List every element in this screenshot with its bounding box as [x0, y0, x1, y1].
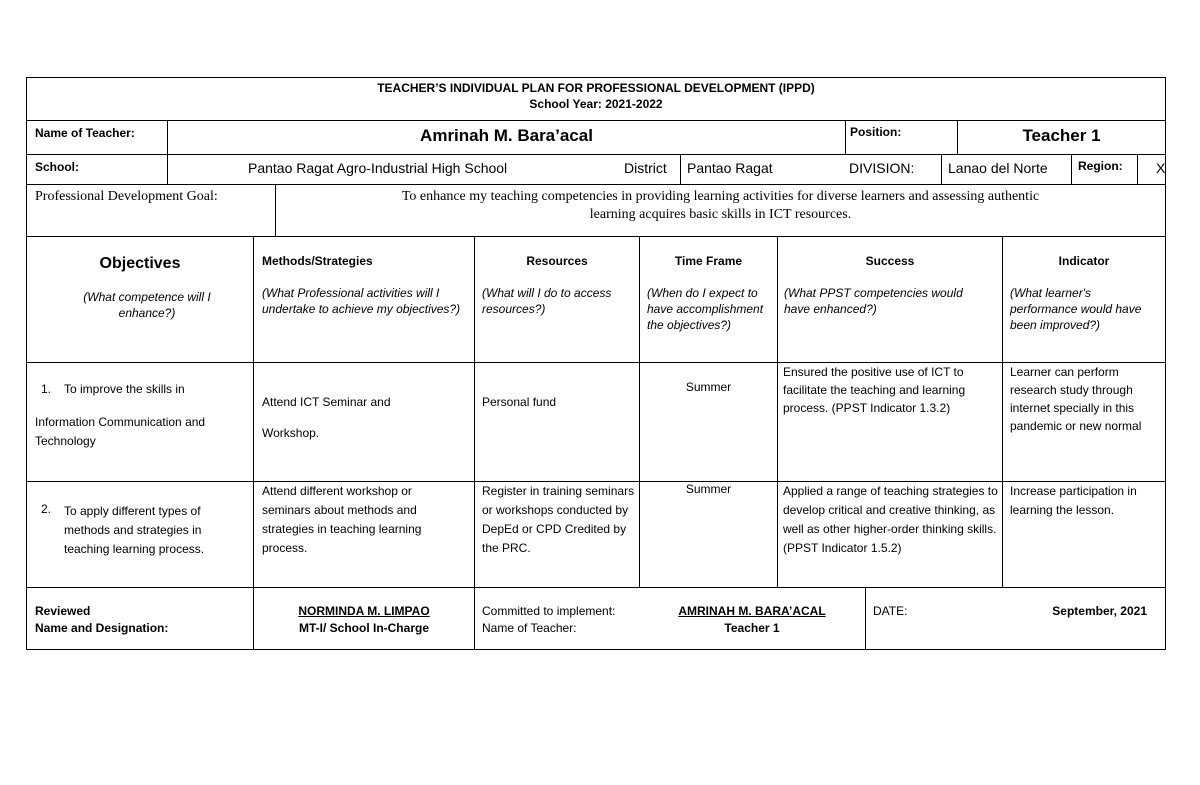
- school-name-cell: [167, 155, 622, 184]
- position-cell: [957, 121, 1165, 154]
- resource-text: Register in training seminars or workshops conducted by DepEd or CPD Credited by the PRC.: [482, 484, 635, 555]
- school-year: School Year: 2021-2022: [529, 97, 663, 111]
- method-cell: [253, 482, 474, 587]
- column-success: [777, 237, 1002, 362]
- row-number: 1.: [41, 382, 52, 396]
- column-objectives: [27, 237, 253, 362]
- division-value: Lanao del Norte: [948, 160, 1048, 176]
- committed-label: Committed to implement:: [482, 604, 616, 618]
- goal-text-line2: learning acquires basic skills in ICT resources.: [589, 207, 852, 222]
- school-label: School:: [35, 160, 79, 174]
- division-cell: [941, 155, 1071, 184]
- division-label: DIVISION:: [849, 160, 915, 176]
- indicator-cell: [1002, 482, 1165, 587]
- goal-row: [26, 185, 1166, 237]
- column-title: Time Frame: [674, 254, 743, 268]
- column-title: Objectives: [99, 255, 181, 272]
- table-row: [26, 363, 1166, 482]
- indicator-text: Increase participation in learning the lesson.: [1010, 484, 1137, 517]
- column-title: Success: [865, 254, 915, 268]
- timeframe-cell: [639, 482, 777, 587]
- document-title: TEACHER’S INDIVIDUAL PLAN FOR PROFESSIONAL DEVELOPMENT (IPPD): [377, 81, 815, 95]
- district-label: District: [624, 160, 667, 176]
- table-row: [26, 482, 1166, 588]
- method-text: Attend ICT Seminar and: [262, 395, 391, 409]
- teacher-row: [26, 121, 1166, 155]
- column-header-row: [26, 237, 1166, 363]
- column-indicator: [1002, 237, 1165, 362]
- signature-teacher-title: Teacher 1: [724, 621, 780, 635]
- reviewed-label: Reviewed: [35, 604, 91, 618]
- region-label-cell: [1071, 155, 1137, 184]
- school-row: [26, 155, 1166, 185]
- column-resources: [474, 237, 639, 362]
- column-hint: (What competence will I enhance?): [83, 290, 211, 320]
- resource-text: Personal fund: [482, 395, 557, 409]
- teacher-signature-cell: [639, 588, 865, 649]
- title-row: [26, 77, 1166, 121]
- region-cell: [1137, 155, 1165, 184]
- timeframe-cell: [639, 363, 777, 481]
- column-hint: (What Professional activities will I undertake to achieve my objectives?): [262, 286, 461, 316]
- teacher-name-label: Name of Teacher:: [35, 126, 135, 140]
- resource-cell: [474, 482, 639, 587]
- reviewer-cell: [253, 588, 474, 649]
- success-cell: [777, 363, 1002, 481]
- signature-teacher-name: AMRINAH M. BARA’ACAL: [678, 604, 826, 618]
- objective-cell: [27, 482, 253, 587]
- objective-text-cont: Information Communication and Technology: [35, 415, 206, 448]
- committed-cell: [474, 588, 639, 649]
- objective-text: To apply different types of methods and strategies in teaching learning process.: [64, 504, 205, 556]
- column-hint: (When do I expect to have accomplishment the objectives?): [647, 286, 764, 332]
- district-value: Pantao Ragat: [687, 160, 773, 176]
- objective-text: To improve the skills in: [64, 382, 185, 396]
- ippd-document: [26, 77, 1166, 650]
- method-text: Attend different workshop or seminars about methods and strategies in teaching learning process.: [262, 484, 422, 555]
- objective-cell: [27, 363, 253, 481]
- name-of-teacher-label: Name of Teacher:: [482, 621, 577, 635]
- date-label: DATE:: [873, 604, 908, 618]
- date-value: September, 2021: [1052, 604, 1147, 618]
- position-label-cell: [845, 121, 957, 154]
- column-methods: [253, 237, 474, 362]
- region-label: Region:: [1078, 159, 1123, 173]
- reviewer-title: MT-I/ School In-Charge: [298, 621, 429, 635]
- district-cell: [680, 155, 778, 184]
- success-cell: [777, 482, 1002, 587]
- teacher-name: Amrinah M. Bara’acal: [420, 126, 593, 145]
- district-label-cell: [624, 155, 680, 184]
- column-hint: (What will I do to access resources?): [482, 286, 612, 316]
- signature-row: [26, 588, 1166, 650]
- method-text-cont: Workshop.: [262, 426, 320, 440]
- method-cell: [253, 363, 474, 481]
- resource-cell: [474, 363, 639, 481]
- goal-cell: [275, 185, 1165, 236]
- success-text: Applied a range of teaching strategies to develop critical and creative thinking, as well as other higher-order thinking skills. (PPST Indicator 1.5.2): [783, 484, 998, 555]
- position-label: Position:: [850, 125, 902, 139]
- division-label-cell: [845, 155, 941, 184]
- timeframe-text: Summer: [685, 482, 732, 496]
- teacher-name-cell: [167, 121, 845, 154]
- indicator-text: Learner can perform research study through internet specially in this pandemic or new normal: [1010, 365, 1142, 433]
- row-number: 2.: [41, 502, 52, 516]
- position-value: Teacher 1: [1022, 126, 1101, 145]
- column-hint: (What PPST competencies would have enhanced?): [784, 286, 963, 316]
- reviewed-cell: [27, 588, 253, 649]
- indicator-cell: [1002, 363, 1165, 481]
- goal-text-line1: To enhance my teaching competencies in providing learning activities for diverse learners and assessing authentic: [401, 189, 1040, 204]
- region-value: X: [1156, 160, 1165, 176]
- column-title: Resources: [526, 254, 588, 268]
- date-cell: [865, 588, 1165, 649]
- goal-label: Professional Development Goal:: [35, 189, 218, 204]
- column-title: Indicator: [1058, 254, 1110, 268]
- name-designation-label: Name and Designation:: [35, 621, 169, 635]
- timeframe-text: Summer: [685, 380, 732, 394]
- success-text: Ensured the positive use of ICT to facilitate the teaching and learning process. (PPST Indicator 1.3.2): [783, 365, 966, 415]
- reviewer-name: NORMINDA M. LIMPAO: [298, 604, 430, 618]
- column-title: Methods/Strategies: [262, 254, 373, 268]
- column-timeframe: [639, 237, 777, 362]
- column-hint: (What learner's performance would have been improved?): [1010, 286, 1142, 332]
- school-name: Pantao Ragat Agro-Industrial High School: [248, 160, 508, 176]
